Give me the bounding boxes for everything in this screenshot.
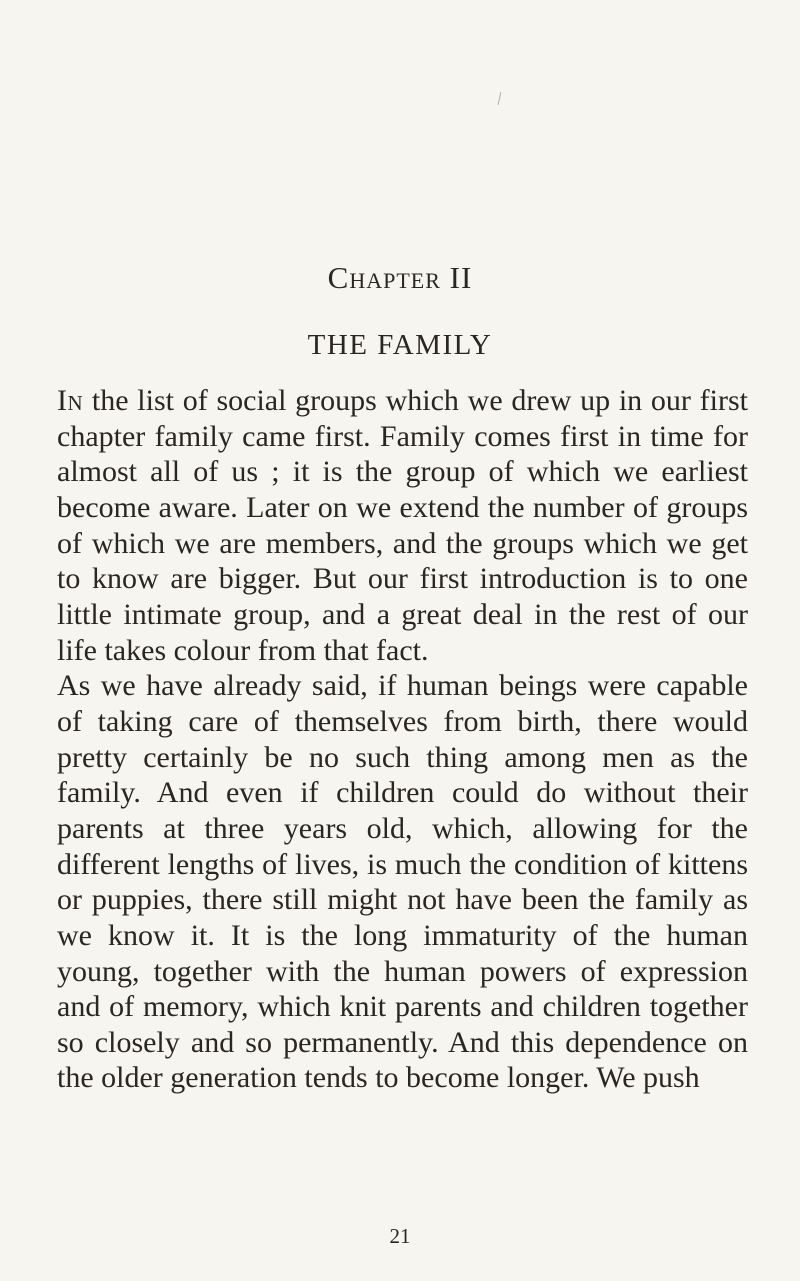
paragraph-text: the list of social groups which we drew up in our first chapter family came first. Family comes first in time for almost all of us ; it is the group of which we earliest become aware. Later on we extend the number of groups of which we are members, and the groups which we get to know are bigger. But our first introduction is to one little intimate group, and a great deal in the rest of our life takes colour from that fact. xyxy=(57,384,748,667)
chapter-title: THE FAMILY xyxy=(307,329,493,361)
paragraph-2 xyxy=(57,668,748,1096)
paragraph-1 xyxy=(57,383,748,668)
body-text xyxy=(57,383,748,1096)
page-number: 21 xyxy=(389,1224,411,1248)
stray-ink-mark xyxy=(498,92,502,105)
paragraph-lead-word: In xyxy=(57,384,84,417)
chapter-heading: Chapter II xyxy=(327,260,473,295)
paragraph-text: As we have already said, if human beings were capable of taking care of themselves from birth, there would pretty certainly be no such thing among men as the family. And even if children could do without their parents at three years old, which, allowing for the different lengths of lives, is much the condition of kittens or puppies, there still might not have been the family as we know it. It is the long immaturity of the human young, together with the human powers of expression and of memory, which knit parents and children together so closely and so permanently. And this dependence on the older generation tends to become longer. We push xyxy=(57,669,748,1095)
